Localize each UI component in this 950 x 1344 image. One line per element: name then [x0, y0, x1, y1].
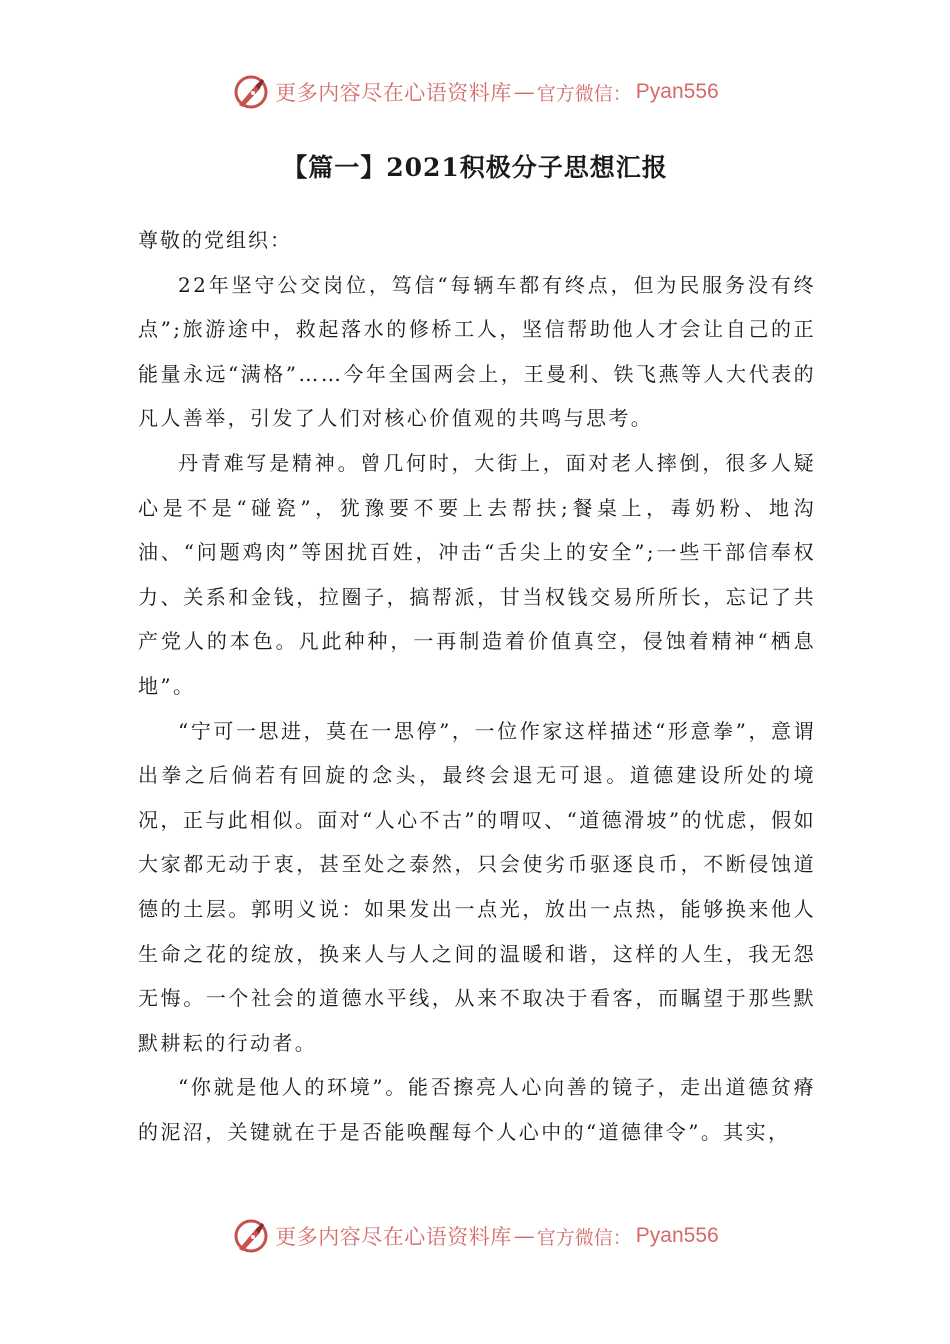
paragraph-2: 丹青难写是精神。曾几何时，大街上，面对老人摔倒，很多人疑心是不是“碰瓷”，犹豫要不要上去帮扶;餐桌上，毒奶粉、地沟油、“问题鸡肉”等困扰百姓，冲击“舌尖上的安全”;一些干部信奉权力、关系和金钱，拉圈子，搞帮派，甘当权钱交易所所长，忘记了共产党人的本色。凡此种种，一再制造着价值真空，侵蚀着精神“栖息地”。: [138, 450, 816, 698]
paragraph-4: “你就是他人的环境”。能否擦亮人心向善的镜子，走出道德贫瘠的泥沼，关键就在于是否能唤醒每个人心中的“道德律令”。其实，: [138, 1075, 816, 1144]
paragraph-3: “宁可一思进，莫在一思停”，一位作家这样描述“形意拳”，意谓出拳之后倘若有回旋的念头，最终会退无可退。道德建设所处的境况，正与此相似。面对“人心不古”的喟叹、“道德滑坡”的忧虑，假如大家都无动于衷，甚至处之泰然，只会使劣币驱逐良币，不断侵蚀道德的土层。郭明义说：如果发出一点光，放出一点热，能够换来他人生命之花的绽放，换来人与人之间的温暖和谐，这样的人生，我无怨无悔。一个社会的道德水平线，从来不取决于看客，而瞩望于那些默默耕耘的行动者。: [138, 718, 816, 1055]
pen-nib-logo-icon: [231, 72, 271, 112]
document-body: [138, 218, 816, 1154]
banner-wechat-handle: Pyan556: [635, 1224, 719, 1247]
banner-contact-label: 官方微信：: [536, 82, 632, 105]
banner-separator: —: [513, 1224, 535, 1248]
banner-wechat-handle: Pyan556: [635, 80, 719, 103]
banner-separator: —: [513, 80, 535, 104]
banner-contact-label: 官方微信：: [536, 1226, 632, 1249]
pen-nib-logo-icon: [231, 1216, 271, 1256]
salutation: 尊敬的党组织：: [138, 228, 292, 252]
paragraph-1: 22年坚守公交岗位，笃信“每辆车都有终点，但为民服务没有终点”;旅游途中，救起落水的修桥工人，坚信帮助他人才会让自己的正能量永远“满格”……今年全国两会上，王曼利、铁飞燕等人大代表的凡人善举，引发了人们对核心价值观的共鸣与思考。: [138, 272, 816, 431]
document-title: 【篇一】2021积极分子思想汇报: [282, 153, 668, 182]
header-banner: [0, 70, 950, 114]
banner-brand-text: 更多内容尽在心语资料库: [275, 1225, 512, 1249]
banner-brand-text: 更多内容尽在心语资料库: [275, 81, 512, 105]
footer-banner: [0, 1214, 950, 1258]
